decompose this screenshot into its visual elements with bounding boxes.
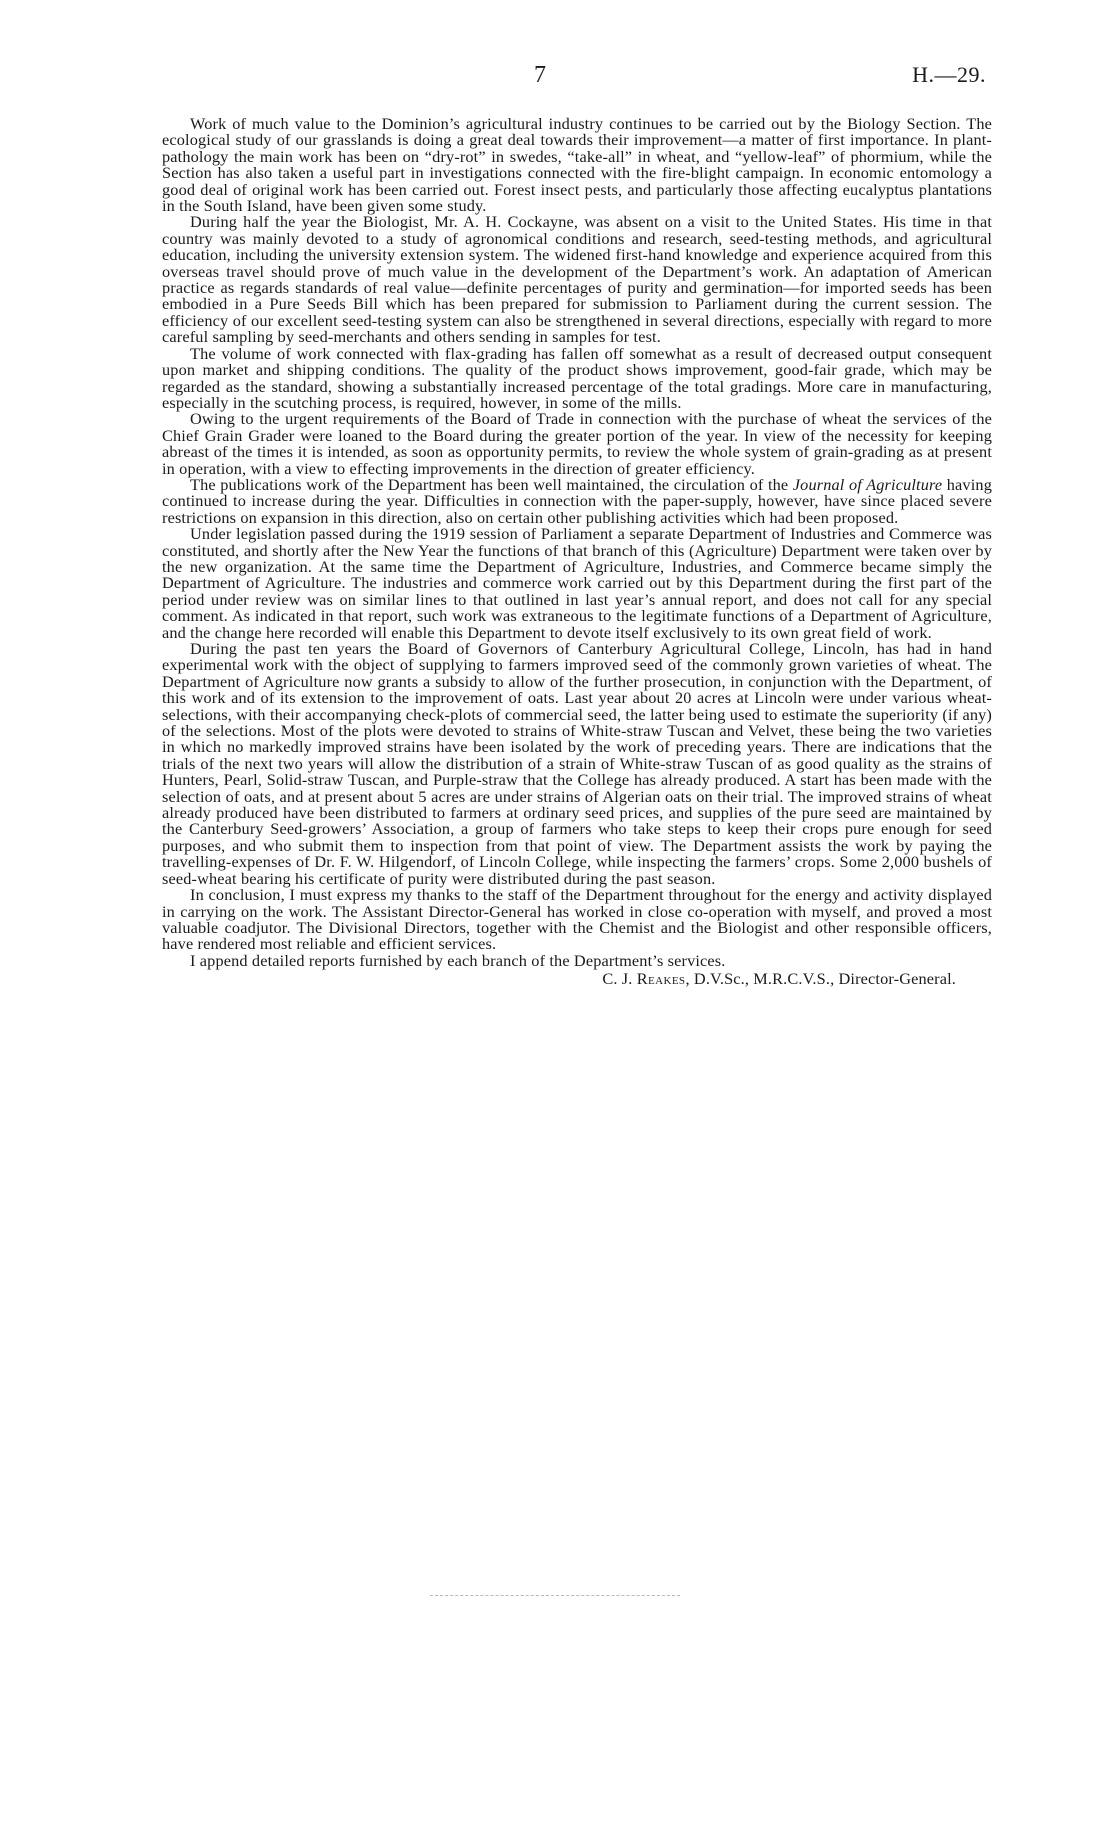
page-header [0, 62, 1114, 92]
paragraph-biologist-visit: During half the year the Biologist, Mr. A. H. Cockayne, was absent on a visit to the United States. His time in that country was mainly devoted to a study of agronomical conditions and research, seed-testing methods, and agricultural education, including the university extension system. The widened first-hand knowledge and experience acquired from this overseas travel should prove of much value in the development of the Department’s work. An adaptation of American practice as regards standards of real value—definite percentages of purity and germination—for imported seeds has been embodied in a Pure Seeds Bill which has been prepared for submission to Parliament during the current session. The efficiency of our excellent seed-testing system can also be strengthened in several directions, especially with regard to more careful sampling by seed-merchants and others sending in samples for test. [162, 212, 992, 347]
signature-initials: C. J. [602, 969, 633, 989]
page-number: 7 [534, 62, 546, 88]
report-body [162, 116, 992, 989]
paragraph-industries-commerce: Under legislation passed during the 1919 session of Parliament a separate Department of Industries and Commerce was constituted, and shortly after the New Year the functions of that branch of this (Agriculture) Department were taken over by the new organization. At the same time the Department of Agriculture, Industries, and Commerce became simply the Department of Agriculture. The industries and commerce work carried out by this Department during the first part of the period under review was on similar lines to that outlined in last year’s annual report, and does not call for any special comment. As indicated in that report, such work was extraneous to the legitimate functions of a Department of Agriculture, and the change here recorded will enable this Department to devote itself exclusively to its own great field of work. [162, 524, 992, 642]
paragraph-flax-grading: The volume of work connected with flax-grading has fallen off somewhat as a result of decreased output consequent upon market and shipping conditions. The quality of the product shows improvement, good-fair grade, which may be regarded as the standard, showing a substantially increased percentage of the total gradings. More care in manufacturing, especially in the scutching process, is required, however, in some of the mills. [162, 343, 992, 412]
signature-surname: Reakes [636, 969, 686, 989]
end-divider [430, 1595, 680, 1596]
paragraph-conclusion: In conclusion, I must express my thanks to the staff of the Department throughout for the energy and activity displayed in carrying on the work. The Assistant Director-General has worked in close co-operation with myself, and proved a most valuable coadjutor. The Divisional Directors, together with the Chemist and the Biologist and other responsible officers, have rendered most reliable and efficient services. [162, 885, 992, 954]
signature [162, 969, 992, 989]
paragraph-publications [162, 474, 992, 527]
paragraph-grain-grading: Owing to the urgent requirements of the Board of Trade in connection with the purchase of wheat the services of the Chief Grain Grader were loaned to the Board during the greater portion of the year. In view of the necessity for keeping abreast of the times it is intended, as soon as opportunity permits, to review the whole system of grain-grading as at present in operation, with a view to effecting improvements in the direction of greater efficiency. [162, 409, 992, 478]
publications-text-start: The publications work of the Department has been well maintained, the circulation of the [190, 474, 793, 494]
signature-credentials: , D.V.Sc., M.R.C.V.S., Director-General. [685, 969, 956, 989]
paragraph-lincoln-college: During the past ten years the Board of Governors of Canterbury Agricultural College, Lincoln, has had in hand experimental work with the object of supplying to farmers improved seed of the commonly grown varieties of wheat. The Department of Agriculture now grants a subsidy to allow of the further prosecution, in conjunction with the Department, of this work and of its extension to the improvement of oats. Last year about 20 acres at Lincoln were under various wheat-selections, with their accompanying check-plots of commercial seed, the latter being used to estimate the superiority (if any) of the selections. Most of the plots were devoted to strains of White-straw Tuscan and Velvet, these being the two varieties in which no markedly improved strains have been isolated by the work of preceding years. There are indications that the trials of the next two years will allow the distribution of a strain of White-straw Tuscan of as good quality as the strains of Hunters, Pearl, Solid-straw Tuscan, and Purple-straw that the College has already produced. A start has been made with the selection of oats, and at present about 5 acres are under strains of Algerian oats on their trial. The improved strains of wheat already produced have been distributed to farmers at ordinary seed prices, and supplies of the pure seed are maintained by the Canterbury Seed-growers’ Association, a group of farmers who take steps to keep their crops pure enough for seed purposes, and who submit them to inspection from that point of view. The Department assists the work by paying the travelling-expenses of Dr. F. W. Hilgendorf, of Lincoln College, while inspecting the farmers’ crops. Some 2,000 bushels of seed-wheat bearing his certificate of purity were distributed during the past season. [162, 639, 992, 888]
paragraph-biology-section: Work of much value to the Dominion’s agricultural industry continues to be carried out by the Biology Section. The ecological study of our grasslands is doing a great deal towards their improvement—a matter of first importance. In plant-pathology the main work has been on “dry-rot” in swedes, “take-all” in wheat, and “yellow-leaf” of phormium, while the Section has also taken a useful part in investigations connected with the fire-blight campaign. In economic entomology a good deal of original work has been carried out. Forest insect pests, and particularly those affecting eucalyptus plantations in the South Island, have been given some study. [162, 114, 992, 216]
paragraph-append-reports: I append detailed reports furnished by each branch of the Department’s services. [190, 950, 726, 970]
document-reference: H.—29. [912, 62, 986, 87]
journal-title: Journal of Agriculture [792, 474, 943, 494]
publications-text-end: having continued to increase during the year. Difficulties in connection with the paper-supply, however, have since placed severe restrictions on expansion in this direction, also on certain other publishing activities which had been proposed. [162, 474, 992, 527]
